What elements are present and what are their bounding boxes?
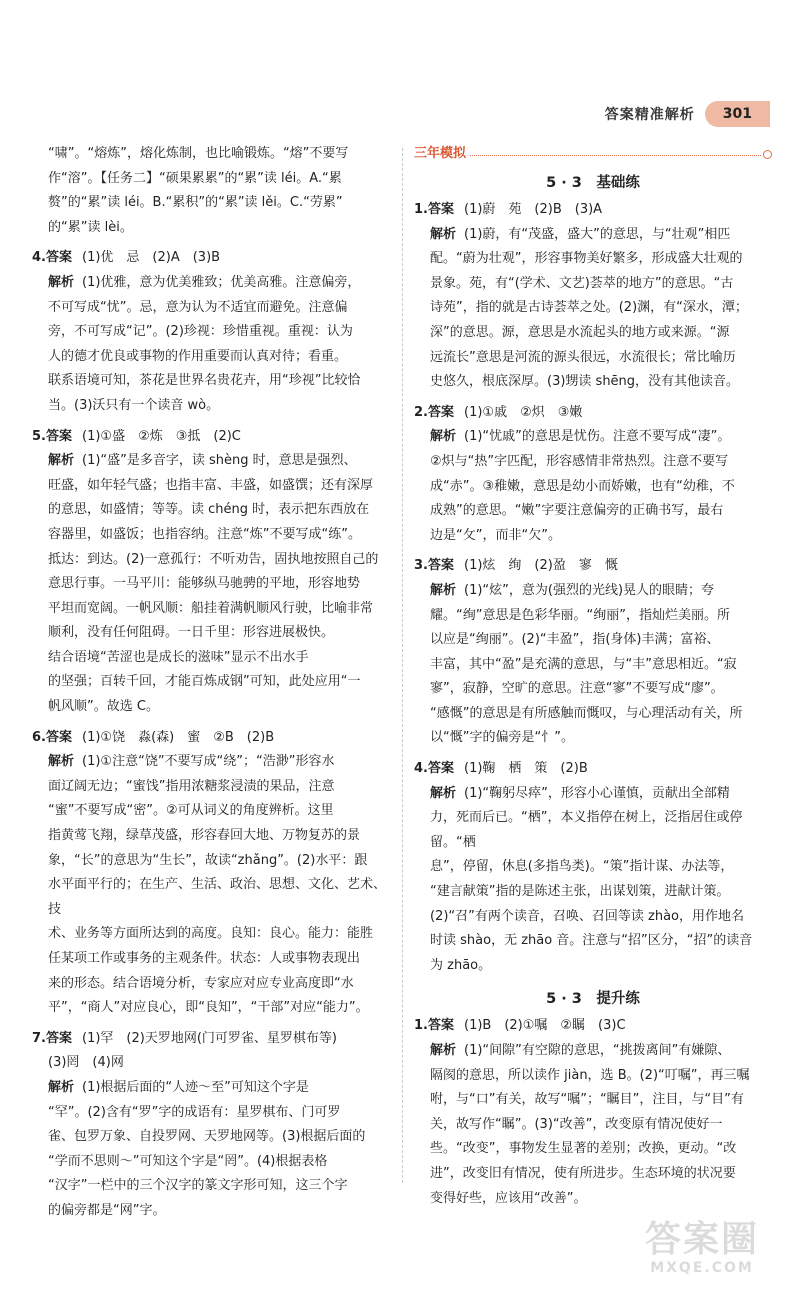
answer-text: (1)①戚 ②炽 ③嫩 (464, 404, 583, 420)
answer-line (414, 554, 772, 579)
text-line: 寥”，寂静，空旷的意思。注意“寥”不要写成“廖”。 (430, 681, 724, 697)
answer-label: 答案 (427, 1018, 454, 1034)
left-column (32, 142, 394, 1224)
explanation-line (414, 579, 772, 604)
explanation-label: 解析 (48, 274, 75, 290)
text-line: 象，“长”的意思为“生长”，故读“zhǎng”。(2)水平：跟 (48, 852, 368, 868)
question-number: 7. (32, 1030, 46, 1046)
answer-label: 答案 (427, 558, 454, 574)
right-column (414, 142, 772, 1211)
text-line: 耀。“绚”意思是色彩华丽。“绚丽”，指灿烂美丽。所 (430, 607, 730, 623)
text-line: 时读 shào，无 zhāo 音。注意与“招”区分，“招”的读音 (430, 933, 753, 949)
text-line: 以“慨”字的偏旁是“忄”。 (430, 730, 574, 746)
explanation-label: 解析 (48, 1079, 75, 1095)
text-line: 配。“蔚为壮观”，形容事物美好繁多，形成盛大壮观的 (430, 251, 743, 267)
text-line: 不可写成“忧”。忌，意为认为不适宜而避免。注意偏 (48, 299, 348, 315)
answer-text: (1)①盛 ②炼 ③抵 (2)C (82, 428, 241, 444)
text-line: 帆风顺”。故选 C。 (48, 699, 159, 715)
text-line: 咐，与“口”有关，故写“嘱”；“瞩目”，注目，与“目”有 (430, 1092, 744, 1108)
text-line: 当。(3)沃只有一个读音 wò。 (48, 397, 220, 413)
text-line: 水平面平行的；在生产、生活、政治、思想、文化、艺术、技 (48, 877, 387, 917)
text-line: 成“赤”。③稚嫩，意思是幼小而娇嫩，也有“幼稚，不 (430, 478, 735, 494)
answer-label: 答案 (427, 761, 454, 777)
text-line: 史悠久，根底深厚。(3)甥读 shēng，没有其他读音。 (430, 374, 740, 390)
text-line: 远流长”意思是河流的源头很远，水流很长；常比喻历 (430, 349, 736, 365)
text-line: 任某项工作或事务的主观条件。状态：人或事物表现出 (48, 951, 361, 966)
text-line: 深”的意思。源，意思是水流起头的地方或来源。“源 (430, 324, 730, 340)
text-line: 为 zhāo。 (430, 957, 492, 973)
explanation-text: (1)“鞠躬尽瘁”，形容小心谨慎，贡献出全部精 (464, 785, 730, 801)
text-line: 雀、包罗万象、自投罗网、天罗地网等。(3)根据后面的 (48, 1129, 366, 1145)
answer-line (414, 1014, 772, 1039)
explanation-line (32, 1076, 394, 1101)
section-bar (414, 142, 772, 166)
answer-text: (1)B (2)①嘱 ②瞩 (3)C (464, 1018, 626, 1034)
explanation-text: (1)“忧戚”的意思是忧伤。注意不要写成“凄”。 (464, 429, 731, 445)
explanation-label: 解析 (48, 754, 75, 770)
text-line: 平”，“商人”对应良心，即“良知”，“干部”对应“能力”。 (48, 1000, 369, 1016)
text-line: 人的德才优良或事物的作用重要而认真对待；看重。 (48, 348, 348, 364)
question-number: 1. (414, 1018, 428, 1034)
text-line: 术、业务等方面所达到的高度。良知：良心。能力：能胜 (48, 926, 374, 942)
text-line: 顺利，没有任何阻碍。一日千里：形容进展极快。 (48, 625, 335, 641)
text-line: “罕”。(2)含有“罗”字的成语有：星罗棋布、门可罗 (48, 1104, 341, 1120)
text-line: 抵达：到达。(2)一意孤行：不听劝告，固执地按照自己的 (48, 551, 379, 567)
text-line: 变得好些，应该用“改善”。 (430, 1190, 587, 1206)
explanation-text: (1)①注意“饶”不要写成“绕”；“浩渺”形容水 (82, 754, 335, 770)
explanation-text: (1)“盛”是多音字，读 shèng 时，意思是强烈、 (82, 453, 357, 469)
text-line: 的意思，如盛情；等等。读 chéng 时，表示把东西放在 (48, 502, 370, 518)
answer-text: (1)优 忌 (2)A (3)B (82, 250, 221, 266)
explanation-label: 解析 (430, 785, 457, 801)
answer-label: 答案 (45, 250, 72, 266)
text-line: 指黄莺飞翔，绿草茂盛，形容春回大地、万物复苏的景 (48, 828, 361, 844)
answer-line (32, 246, 394, 271)
answer-text: (1)①饶 淼(森) 蜜 ②B (2)B (82, 729, 275, 745)
text-line: “学而不思则～”可知这个字是“罔”。(4)根据表格 (48, 1153, 328, 1169)
text-line: 旁，不可写成“记”。(2)珍视：珍惜重视。重视：认为 (48, 324, 353, 340)
text-line: 赘”的“累”读 léi。B.“累积”的“累”读 lěi。C.“劳累” (48, 195, 343, 211)
text-line: 力，死而后已。“栖”，本义指停在树上，泛指居住或停留。“栖 (430, 810, 743, 850)
text-line: “蜜”不要写成“密”。②可从词义的角度辨析。这里 (48, 803, 334, 819)
text-line: 以应是“绚丽”。(2)“丰盈”，指(身体)丰满；富裕、 (430, 632, 720, 648)
answer-line (414, 757, 772, 782)
explanation-line (32, 271, 394, 296)
explanation-line (414, 223, 772, 248)
explanation-line (414, 782, 772, 807)
answer-label: 答案 (45, 428, 72, 444)
watermark-url-text: MXQE.COM (650, 1260, 754, 1276)
explanation-text: (1)“炫”，意为(强烈的光线)晃人的眼睛；夸 (464, 582, 715, 598)
text-line: “建言献策”指的是陈述主张，出谋划策，进献计策。 (430, 884, 730, 900)
text-line: 关，故写作“瞩”。(3)“改善”，改变原有情况使好一 (430, 1116, 723, 1132)
text-line: “啸”。“熔炼”，熔化炼制，也比喻锻炼。“熔”不要写 (48, 146, 349, 161)
answer-line (32, 425, 394, 450)
question-number: 4. (414, 761, 428, 777)
section-end-dot-icon (763, 150, 772, 159)
text-line: “感慨”的意思是有所感触而慨叹，与心理活动有关，所 (430, 705, 743, 721)
text-line: 进”，改变旧有情况，使有所进步。生态环境的状况要 (430, 1165, 736, 1181)
header-title: 答案精准解析 (604, 107, 695, 123)
answer-label: 答案 (427, 202, 454, 217)
explanation-text: (1)蔚，有“茂盛，盛大”的意思，与“壮观”相匹 (464, 226, 731, 242)
text-line: 平坦而宽阔。一帆风顺：船挂着满帆顺风行驶，比喻非常 (48, 600, 374, 616)
watermark-logo-text: 答案圈 (644, 1219, 759, 1260)
explanation-label: 解析 (430, 226, 457, 242)
text-line: 成熟”的意思。“嫩”字要注意偏旁的正确书写，最右 (430, 503, 724, 519)
text-line: 容器里，如盛饭；也指容纳。注意“炼”不要写成“练”。 (48, 526, 361, 542)
text-line: 些。“改变”，事物发生显著的差别；改换，更动。“改 (430, 1141, 737, 1157)
explanation-line (414, 425, 772, 450)
question-number: 4. (32, 250, 46, 266)
subsection-title-advanced: 5 · 3 提升练 (546, 991, 640, 1008)
text-line: 诗苑”，指的就是古诗荟萃之处。(2)渊，有“深水，潭； (430, 300, 748, 316)
question-number: 1. (414, 202, 428, 217)
text-line: 旺盛，如年轻气盛；也指丰富、丰盛，如盛馔；还有深厚 (48, 477, 374, 493)
explanation-line (32, 449, 394, 474)
explanation-label: 解析 (430, 1043, 457, 1058)
answer-text: (1)炫 绚 (2)盈 寥 慨 (464, 558, 618, 574)
answer-label: 答案 (45, 1030, 72, 1046)
column-divider (402, 148, 403, 1183)
explanation-label: 解析 (430, 582, 457, 598)
site-watermark-logo (632, 1212, 772, 1284)
text-line: (2)“召”有两个读音，召唤、召回等读 zhào，用作地名 (430, 908, 744, 924)
answer-text: (1)鞠 栖 策 (2)B (464, 761, 588, 777)
explanation-label: 解析 (48, 453, 75, 469)
explanation-line (32, 750, 394, 775)
text-line: 景象。苑，有“(学术、文艺)荟萃的地方”的意思。“古 (430, 275, 734, 291)
text-line: 作“溶”。【任务二】“硕果累累”的“累”读 léi。A.“累 (48, 170, 342, 186)
section-line (470, 155, 761, 156)
text-line: 的偏旁都是“网”字。 (48, 1202, 166, 1218)
text-line: 隔阂的意思，所以读作 jiàn，选 B。(2)“叮嘱”，再三嘱 (430, 1067, 750, 1083)
text-line: ②炽与“热”字匹配，形容感情非常热烈。注意不要写 (430, 453, 729, 469)
question-number: 3. (414, 558, 428, 574)
answer-label: 答案 (45, 729, 72, 745)
question-number: 2. (414, 404, 428, 420)
basic-practice-block (414, 198, 772, 978)
explanation-text: (1)优雅，意为优美雅致；优美高雅。注意偏旁， (82, 274, 361, 290)
text-line: 来的形态。结合语境分析，专家应对应专业高度即“水 (48, 975, 354, 991)
text-line: 的“累”读 lèi。 (48, 219, 133, 235)
explanation-line (414, 1039, 772, 1064)
text-line: 结合语境“苦涩也是成长的滋味”显示不出水手 (48, 649, 309, 665)
section-label: 三年模拟 (414, 145, 467, 161)
answer-line (32, 726, 394, 751)
explanation-text: (1)“间隙”有空隙的意思，“挑拨离间”有嫌隙、 (464, 1043, 731, 1058)
text-line: 的坚强；百转千回，才能百炼成钢”可知，此处应用“一 (48, 674, 361, 690)
question-number: 5. (32, 428, 46, 444)
question-number: 6. (32, 729, 46, 745)
text-line: “汉字”一栏中的三个汉字的篆文字形可知，这三个字 (48, 1178, 348, 1194)
explanation-label: 解析 (430, 429, 457, 445)
answer-label: 答案 (427, 404, 454, 420)
text-line: 意思行事。一马平川：能够纵马驰骋的平地，形容地势 (48, 576, 361, 592)
answer-line (414, 198, 772, 223)
answer-text: (1)罕 (2)天罗地网(门可罗雀、星罗棋布等) (82, 1030, 337, 1046)
text-line: 息”，停留，休息(多指鸟类)。“策”指计谋、办法等， (430, 859, 734, 875)
page-header (605, 96, 770, 132)
advanced-practice-block (414, 1014, 772, 1211)
text-line: 边是“攵”，而非“欠”。 (430, 527, 561, 543)
answer-text: (1)蔚 苑 (2)B (3)A (464, 202, 603, 217)
text-line: (3)罔 (4)网 (48, 1055, 124, 1071)
subsection-title-basic: 5 · 3 基础练 (546, 175, 640, 191)
text-line: 丰富，其中“盈”是充满的意思，与“丰”意思相近。“寂 (430, 656, 737, 672)
answer-line (32, 1027, 394, 1052)
answer-line (414, 401, 772, 426)
page-number-badge: 301 (705, 101, 770, 127)
text-line: 面辽阔无边；“蜜饯”指用浓糖浆浸渍的果品，注意 (48, 778, 335, 794)
explanation-text: (1)根据后面的“人迹～至”可知这个字是 (82, 1079, 309, 1095)
text-line: 联系语境可知，茶花是世界名贵花卉，用“珍视”比较恰 (48, 373, 361, 389)
